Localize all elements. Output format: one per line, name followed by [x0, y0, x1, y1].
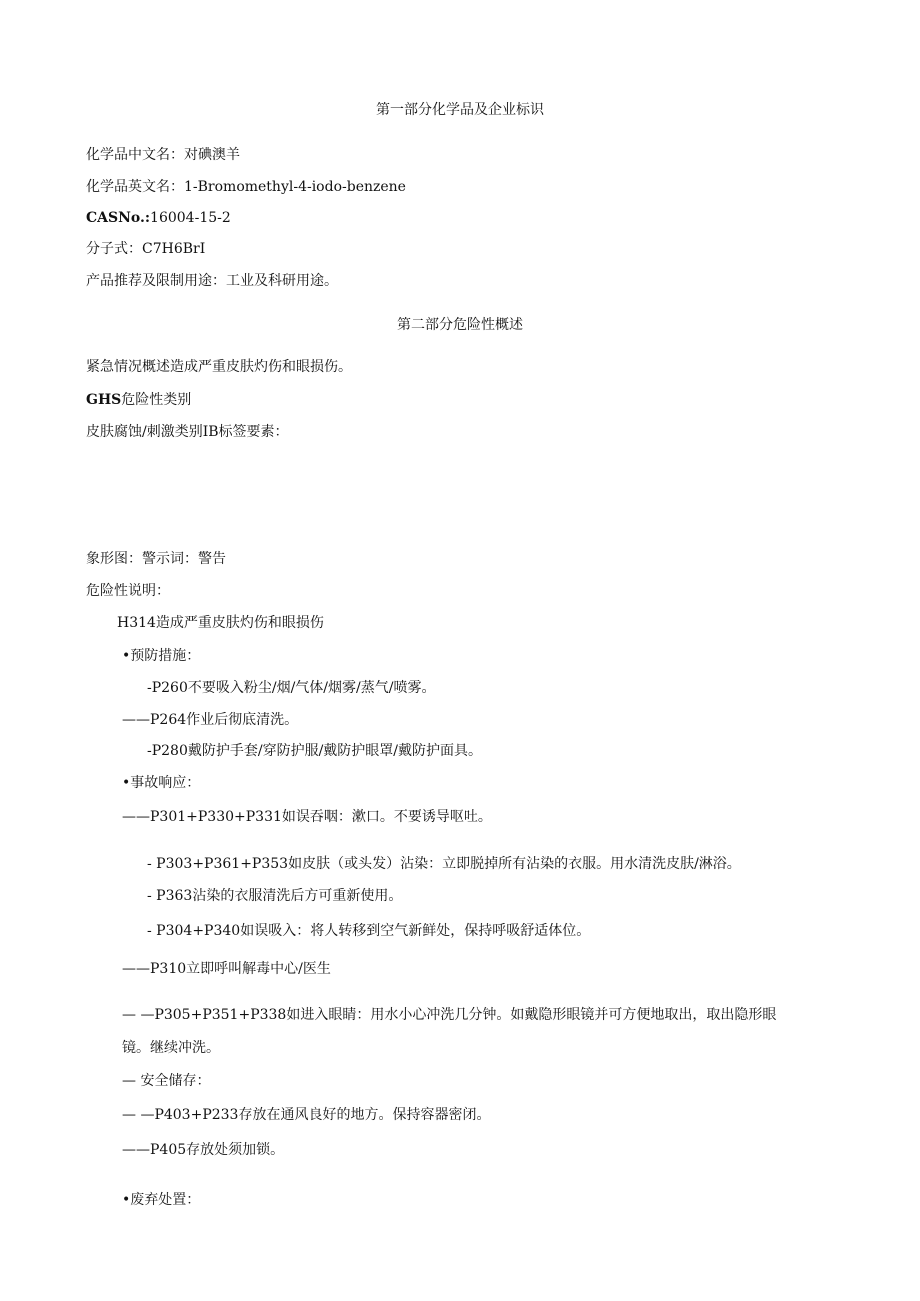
- response-p305-line2: 镜。继续冲洗。: [122, 1040, 220, 1056]
- cas-value: 16004-15-2: [150, 210, 231, 226]
- skin-corrosion-label: 皮肤腐蚀/刺激类别IB标签要素：: [86, 424, 289, 440]
- hazard-h314: H314造成严重皮肤灼伤和眼损伤: [117, 615, 324, 631]
- ghs-text: 危险性类别: [121, 392, 192, 408]
- storage-title: — 安全储存：: [122, 1073, 211, 1089]
- hazard-statement-title: 危险性说明：: [86, 583, 170, 599]
- response-p301: ——P301+P330+P331如误吞咽：漱口。不要诱导呕吐。: [122, 809, 492, 825]
- molecular-formula: 分子式：C7H6BrI: [86, 241, 206, 257]
- prevention-title: •预防措施：: [122, 648, 201, 664]
- response-p310: ——P310立即呼叫解毒中心/医生: [122, 961, 331, 977]
- ghs-category: [86, 391, 191, 409]
- response-title: •事故响应：: [122, 775, 201, 791]
- response-p305-line1: — —P305+P351+P338如进入眼睛：用水小心冲洗几分钟。如戴隐形眼镜并可方便地取出，取出隐形眼: [122, 1007, 777, 1023]
- pictogram-signal-word: 象形图：警示词：警告: [86, 551, 226, 567]
- chemical-name-en: 化学品英文名：1-Bromomethyl-4-iodo-benzene: [86, 179, 406, 195]
- section2-heading: 第二部分危险性概述: [397, 317, 523, 333]
- response-p304: - P304+P340如误吸入：将人转移到空气新鲜处，保持呼吸舒适体位。: [147, 923, 591, 939]
- response-p363: - P363沾染的衣服清洗后方可重新使用。: [147, 888, 403, 904]
- storage-p405: ——P405存放处须加锁。: [122, 1142, 285, 1158]
- storage-p403: — —P403+P233存放在通风良好的地方。保持容器密闭。: [122, 1107, 491, 1123]
- recommended-usage: 产品推荐及限制用途：工业及科研用途。: [86, 273, 338, 289]
- disposal-title: •废弃处置：: [122, 1192, 201, 1208]
- prevention-p264: ——P264作业后彻底清洗。: [122, 712, 299, 728]
- prevention-p260: -P260不要吸入粉尘/烟/气体/烟雾/蒸气/喷雾。: [147, 680, 436, 696]
- ghs-label: GHS: [86, 392, 122, 408]
- chemical-name-cn: 化学品中文名：对碘澳羊: [86, 147, 240, 163]
- prevention-p280: -P280戴防护手套/穿防护服/戴防护眼罩/戴防护面具。: [147, 743, 483, 759]
- emergency-overview: 紧急情况概述造成严重皮肤灼伤和眼损伤。: [86, 359, 352, 375]
- response-p303: - P303+P361+P353如皮肤（或头发）沾染：立即脱掉所有沾染的衣服。用水清洗皮肤/淋浴。: [147, 856, 741, 872]
- section1-heading: 第一部分化学品及企业标识: [376, 102, 544, 118]
- cas-number: [86, 209, 231, 227]
- cas-label: CASNo.:: [86, 210, 151, 226]
